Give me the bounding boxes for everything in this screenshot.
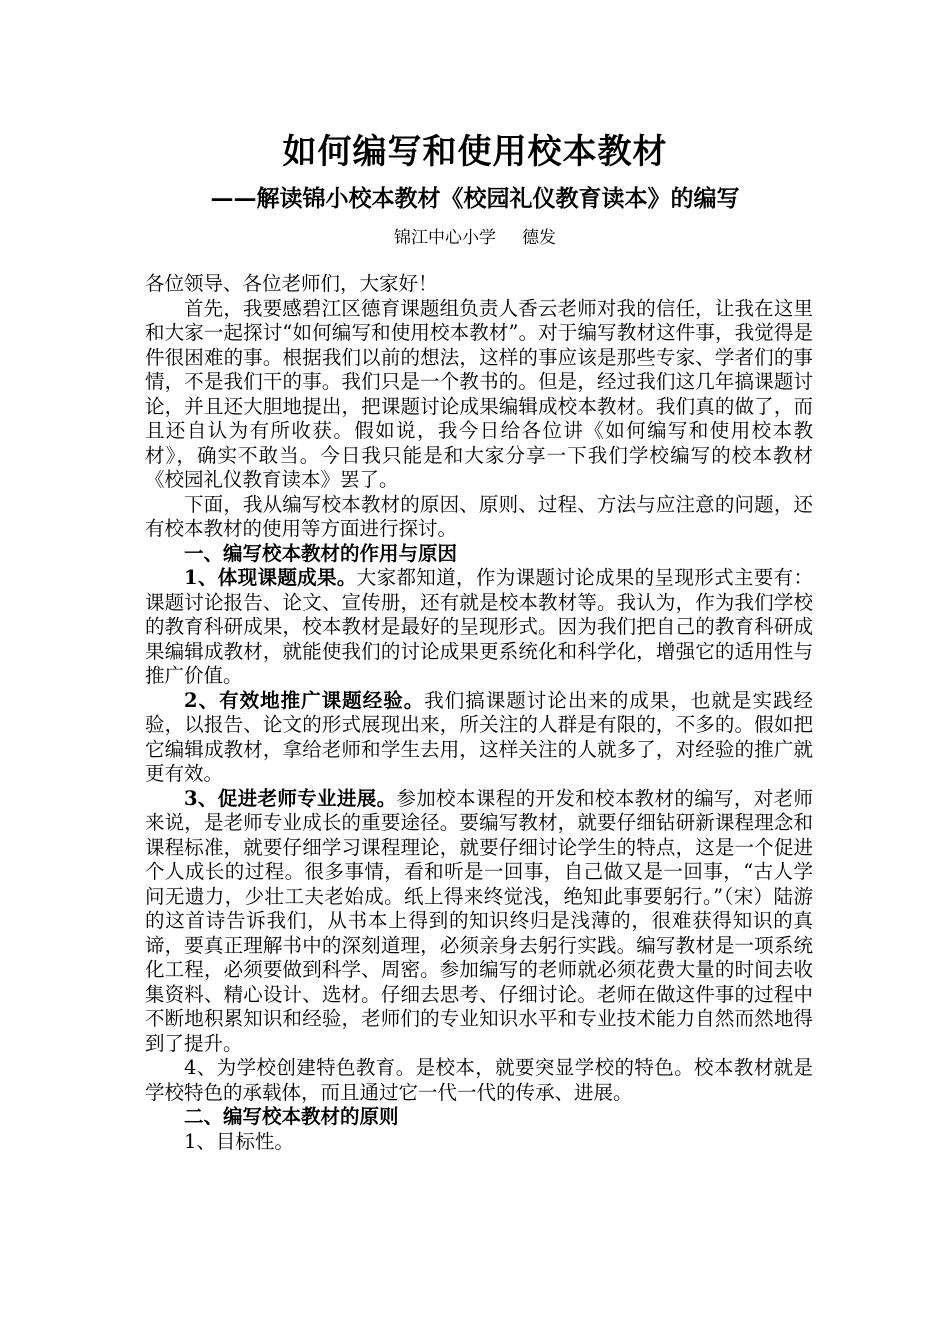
author-school: 锦江中心小学 xyxy=(394,228,496,248)
list-item-4: 4、为学校创建特色教育。是校本，就要突显学校的特色。校本教材就是学校特色的承载体，而且通过它一代一代的传承、进展。 xyxy=(145,1056,813,1104)
section-heading-2: 二、编写校本教材的原则 xyxy=(184,1105,399,1128)
author-line xyxy=(0,226,950,250)
greeting: 各位领导、各位老师们，大家好！ xyxy=(145,272,438,295)
list-item-1-text: 大家都知道，作为课题讨论成果的呈现形式主要有：课题讨论报告、论文、宣传册，还有就是校本教材等。我认为，作为我们学校的教育科研成果，校本教材是最好的呈现形式。因为我们把自己的教育科研成果编辑成教材，就能使我们的讨论成果更系统化和科学化，增强它的适用性与推广价值。 xyxy=(145,566,813,687)
list-item-2-lead: 2、有效地推广课题经验。 xyxy=(184,688,425,712)
author-name: 德发 xyxy=(522,228,556,248)
list-item-2 xyxy=(145,689,813,787)
list-item-3 xyxy=(145,787,813,1057)
list-item-1 xyxy=(145,566,813,689)
paragraph-intro: 首先，我要感碧江区德育课题组负责人香云老师对我的信任，让我在这里和大家一起探讨“如何编写和使用校本教材”。对于编写教材这件事，我觉得是件很困难的事。根据我们以前的想法，这样的事应该是那些专家、学者们的事情，不是我们干的事。我们只是一个教书的。但是，经过我们这几年搞课题讨论，并且还大胆地提出，把课题讨论成果编辑成校本教材。我们真的做了，而且还自认为有所收获。假如说，我今日给各位讲《如何编写和使用校本教材》，确实不敢当。今日我只能是和大家分享一下我们学校编写的校本教材《校园礼仪教育读本》罢了。 xyxy=(145,296,813,491)
document-body xyxy=(145,272,813,1154)
paragraph-outline: 下面，我从编写校本教材的原因、原则、过程、方法与应注意的问题，还有校本教材的使用等方面进行探讨。 xyxy=(145,492,813,540)
section-heading-1: 一、编写校本教材的作用与原因 xyxy=(184,541,458,565)
document-title: 如何编写和使用校本教材 xyxy=(282,132,668,172)
list-item-5: 1、目标性。 xyxy=(184,1129,294,1153)
list-item-2-text: 我们搞课题讨论出来的成果，也就是实践经验，以报告、论文的形式展现出来，所关注的人群是有限的，不多的。假如把它编辑成教材，拿给老师和学生去用，这样关注的人就多了，对经验的推广就更有效。 xyxy=(145,688,813,785)
list-item-3-text: 参加校本课程的开发和校本教材的编写，对老师来说，是老师专业成长的重要途径。要编写教材，就要仔细钻研新课程理念和课程标准，就要仔细学习课程理论，就要仔细讨论学生的特点，这是一个促进个人成长的过程。很多事情，看和听是一回事，自己做又是一回事，“古人学问无遗力，少壮工夫老始成。纸上得来终觉浅，绝知此事要躬行。”（宋）陆游的这首诗告诉我们，从书本上得到的知识终归是浅薄的，很难获得知识的真谛，要真正理解书中的深刻道理，必须亲身去躬行实践。编写教材是一项系统化工程，必须要做到科学、周密。参加编写的老师就必须花费大量的时间去收集资料、精心设计、选材。仔细去思考、仔细讨论。老师在做这件事的过程中不断地积累知识和经验，老师们的专业知识水平和专业技术能力自然而然地得到了提升。 xyxy=(145,786,813,1055)
list-item-1-lead: 1、体现课题成果。 xyxy=(184,566,357,589)
list-item-3-lead: 3、促进老师专业进展。 xyxy=(184,786,397,810)
document-subtitle: ——解读锦小校本教材《校园礼仪教育读本》的编写 xyxy=(210,185,740,212)
